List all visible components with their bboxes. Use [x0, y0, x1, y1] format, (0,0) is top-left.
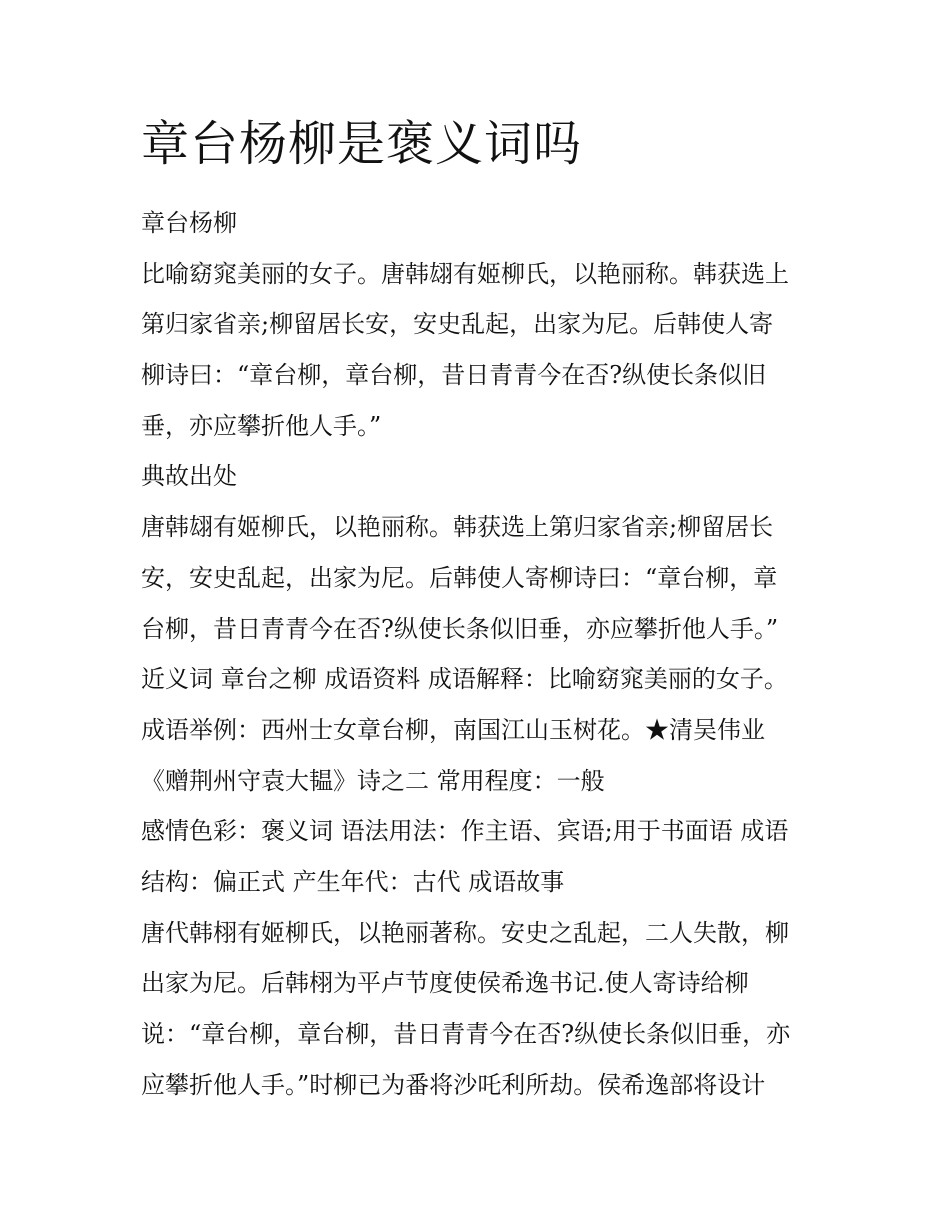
- text-line: 出家为尼。后韩栩为平卢节度使侯希逸书记.使人寄诗给柳: [141, 969, 749, 998]
- text-line: 唐韩翃有姬柳氏，以艳丽称。韩获选上第归家省亲;柳留居长: [141, 513, 774, 542]
- text-line: 垂，亦应攀折他人手。”: [141, 411, 382, 440]
- text-line: 应攀折他人手。”时柳已为番将沙吒利所劫。侯希逸部将设计: [141, 1070, 766, 1099]
- text-line: 唐代韩栩有姬柳氏，以艳丽著称。安史之乱起，二人失散，柳: [141, 918, 789, 947]
- text-line: 近义词 章台之柳 成语资料 成语解释：比喻窈窕美丽的女子。: [141, 665, 788, 694]
- text-line: 成语举例：西州士女章台柳，南国江山玉树花。★清吴伟业: [141, 715, 765, 744]
- text-line: 典故出处: [141, 462, 237, 491]
- text-line: 台柳，昔日青青今在否?纵使长条似旧垂，亦应攀折他人手。”: [141, 614, 779, 643]
- text-line: 结构：偏正式 产生年代：古代 成语故事: [141, 867, 565, 896]
- text-line: 柳诗曰：“章台柳，章台柳，昔日青青今在否?纵使长条似旧: [141, 361, 767, 390]
- text-line: 感情色彩：褒义词 语法用法：作主语、宾语;用于书面语 成语: [141, 817, 789, 846]
- text-line: 章台杨柳: [141, 209, 237, 237]
- text-line: 第归家省亲;柳留居长安，安史乱起，出家为尼。后韩使人寄: [141, 310, 774, 339]
- text-line: 《赠荆州守袁大韫》诗之二 常用程度：一般: [141, 766, 605, 795]
- text-line: 说：“章台柳，章台柳，昔日青青今在否?纵使长条似旧垂，亦: [141, 1020, 791, 1048]
- body-text: [141, 198, 831, 1110]
- text-line: 安，安史乱起，出家为尼。后韩使人寄柳诗曰：“章台柳，章: [141, 563, 778, 592]
- page-title: 章台杨柳是褒义词吗: [141, 116, 583, 172]
- text-line: 比喻窈窕美丽的女子。唐韩翃有姬柳氏，以艳丽称。韩获选上: [141, 259, 789, 288]
